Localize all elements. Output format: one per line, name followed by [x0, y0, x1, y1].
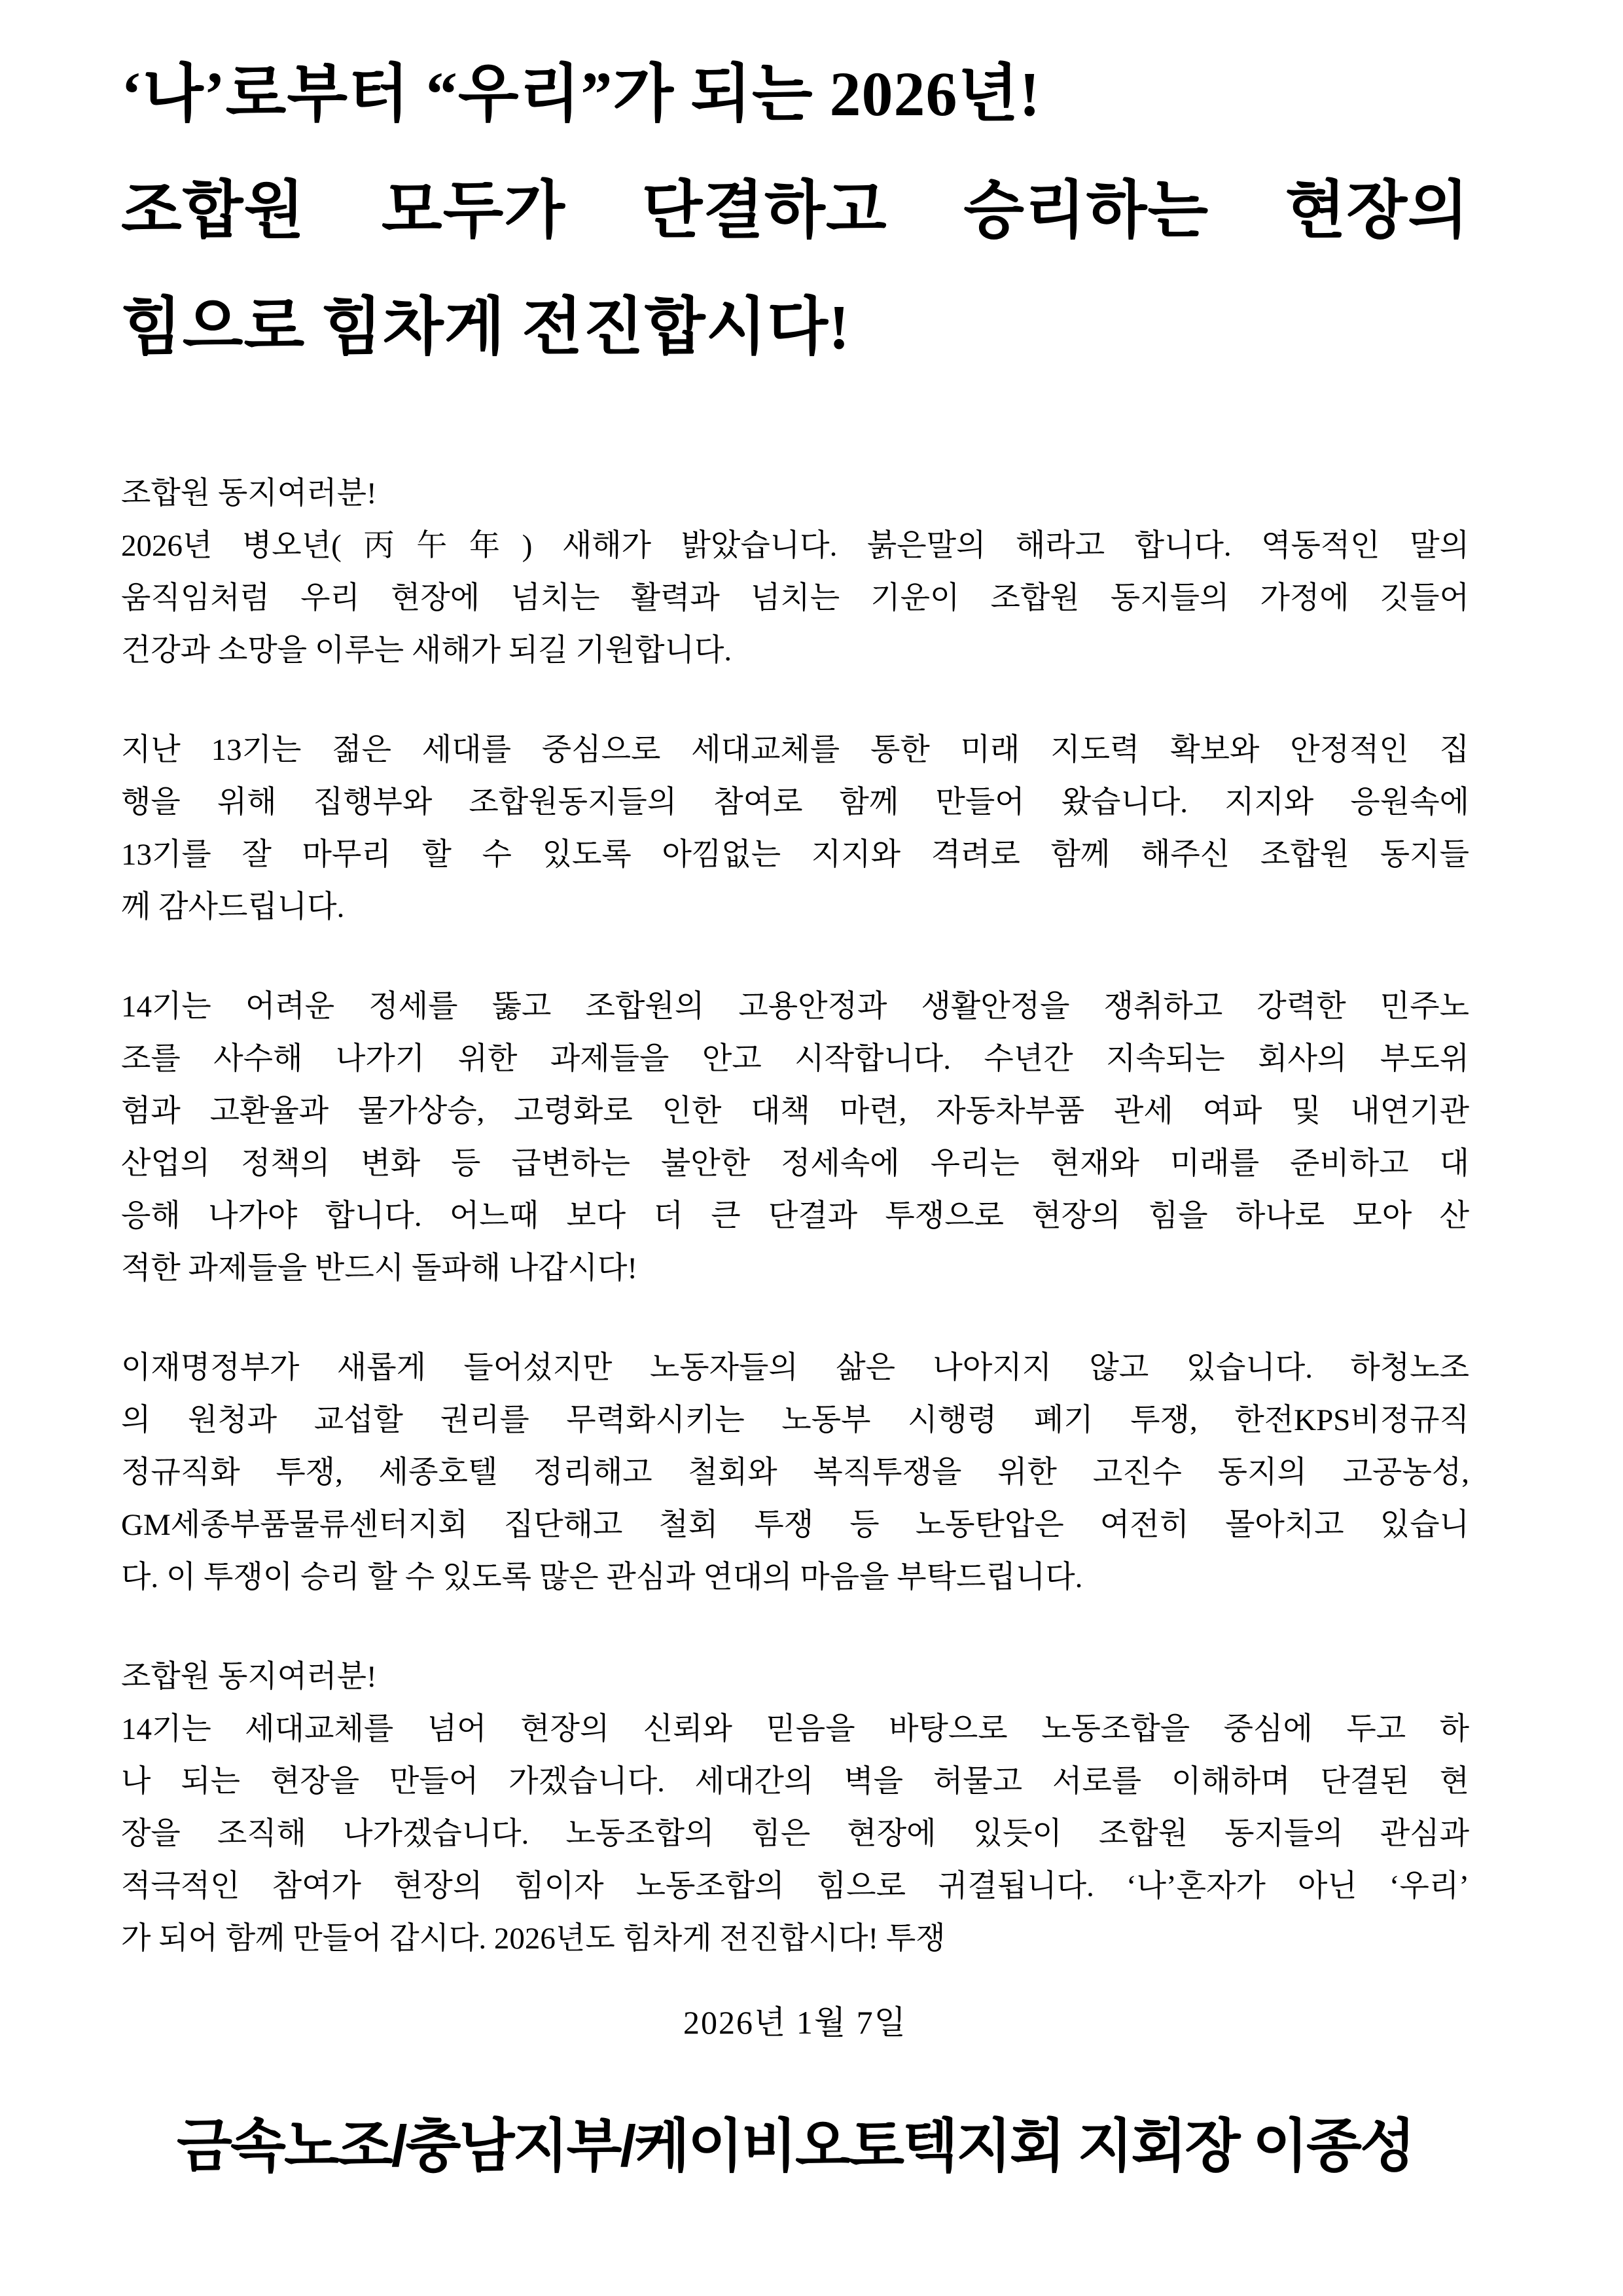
paragraph-line: 적극적인 참여가 현장의 힘이자 노동조합의 힘으로 귀결됩니다. ‘나’혼자가 아닌 ‘우리’ [121, 1869, 1469, 1903]
paragraph-line: 께 감사드립니다. [121, 890, 345, 924]
paragraph-line: 지난 13기는 젊은 세대를 중심으로 세대교체를 통한 미래 지도력 확보와 안정적인 집 [121, 733, 1469, 767]
paragraph-line: 적한 과제들을 반드시 돌파해 나갑시다! [121, 1251, 638, 1285]
document-title [121, 36, 1469, 386]
paragraph-line: 건강과 소망을 이루는 새해가 되길 기원합니다. [121, 634, 732, 668]
paragraph-block [121, 1342, 1469, 1604]
title-line: ‘나’로부터 “우리”가 되는 2026년! [121, 59, 1041, 129]
paragraph-line: 13기를 잘 마무리 할 수 있도록 아낌없는 지지와 격려로 함께 해주신 조합원 동지들 [121, 838, 1469, 872]
paragraph-block [121, 980, 1469, 1295]
paragraph-line: 움직임처럼 우리 현장에 넘치는 활력과 넘치는 기운이 조합원 동지들의 가정에 깃들어 [121, 581, 1469, 615]
paragraph-line: 산업의 정책의 변화 등 급변하는 불안한 정세속에 우리는 현재와 미래를 준비하고 대 [121, 1147, 1469, 1181]
paragraph-line: 장을 조직해 나가겠습니다. 노동조합의 힘은 현장에 있듯이 조합원 동지들의 관심과 [121, 1817, 1469, 1851]
paragraph-block [121, 1651, 1469, 1965]
paragraph-line: GM세종부품물류센터지회 집단해고 철회 투쟁 등 노동탄압은 여전히 몰아치고 있습니 [121, 1508, 1469, 1542]
paragraph-line: 조합원 동지여러분! [121, 1660, 377, 1694]
paragraph-block [121, 467, 1469, 677]
title-line: 힘으로 힘차게 전진합시다! [121, 292, 851, 362]
paragraph-line: 이재명정부가 새롭게 들어섰지만 노동자들의 삶은 나아지지 않고 있습니다. 하청노조 [121, 1351, 1469, 1385]
paragraph-line: 정규직화 투쟁, 세종호텔 정리해고 철회와 복직투쟁을 위한 고진수 동지의 고공농성, [121, 1456, 1469, 1490]
paragraph-line: 가 되어 함께 만들어 갑시다. 2026년도 힘차게 전진합시다! 투쟁 [121, 1922, 946, 1956]
paragraph-line: 행을 위해 집행부와 조합원동지들의 참여로 함께 만들어 왔습니다. 지지와 응원속에 [121, 785, 1469, 819]
title-line: 조합원 모두가 단결하고 승리하는 현장의 [121, 175, 1469, 245]
paragraph-line: 2026년 병오년(丙午年) 새해가 밝았습니다. 붉은말의 해라고 합니다. 역동적인 말의 [121, 529, 1469, 563]
paragraph-line: 의 원청과 교섭할 권리를 무력화시키는 노동부 시행령 폐기 투쟁, 한전KPS비정규직 [121, 1403, 1469, 1437]
document-date: 2026년 1월 7일 [683, 2004, 907, 2041]
paragraph-line: 다. 이 투쟁이 승리 할 수 있도록 많은 관심과 연대의 마음을 부탁드립니다. [121, 1560, 1083, 1594]
paragraph-line: 조합원 동지여러분! [121, 476, 377, 511]
document-body [121, 467, 1469, 1965]
signature-line: 금속노조/충남지부/케이비오토텍지회 지회장 이종성 [177, 2113, 1414, 2178]
paragraph-line: 나 되는 현장을 만들어 가겠습니다. 세대간의 벽을 허물고 서로를 이해하며 단결된 현 [121, 1765, 1469, 1799]
paragraph-line: 응해 나가야 합니다. 어느때 보다 더 큰 단결과 투쟁으로 현장의 힘을 하나로 모아 산 [121, 1199, 1469, 1233]
paragraph-line: 14기는 세대교체를 넘어 현장의 신뢰와 믿음을 바탕으로 노동조합을 중심에 두고 하 [121, 1712, 1469, 1746]
paragraph-line: 14기는 어려운 정세를 뚫고 조합원의 고용안정과 생활안정을 쟁취하고 강력한 민주노 [121, 990, 1469, 1024]
paragraph-line: 험과 고환율과 물가상승, 고령화로 인한 대책 마련, 자동차부품 관세 여파 및 내연기관 [121, 1094, 1469, 1128]
paragraph-line: 조를 사수해 나가기 위한 과제들을 안고 시작합니다. 수년간 지속되는 회사의 부도위 [121, 1042, 1469, 1076]
paragraph-block [121, 724, 1469, 933]
